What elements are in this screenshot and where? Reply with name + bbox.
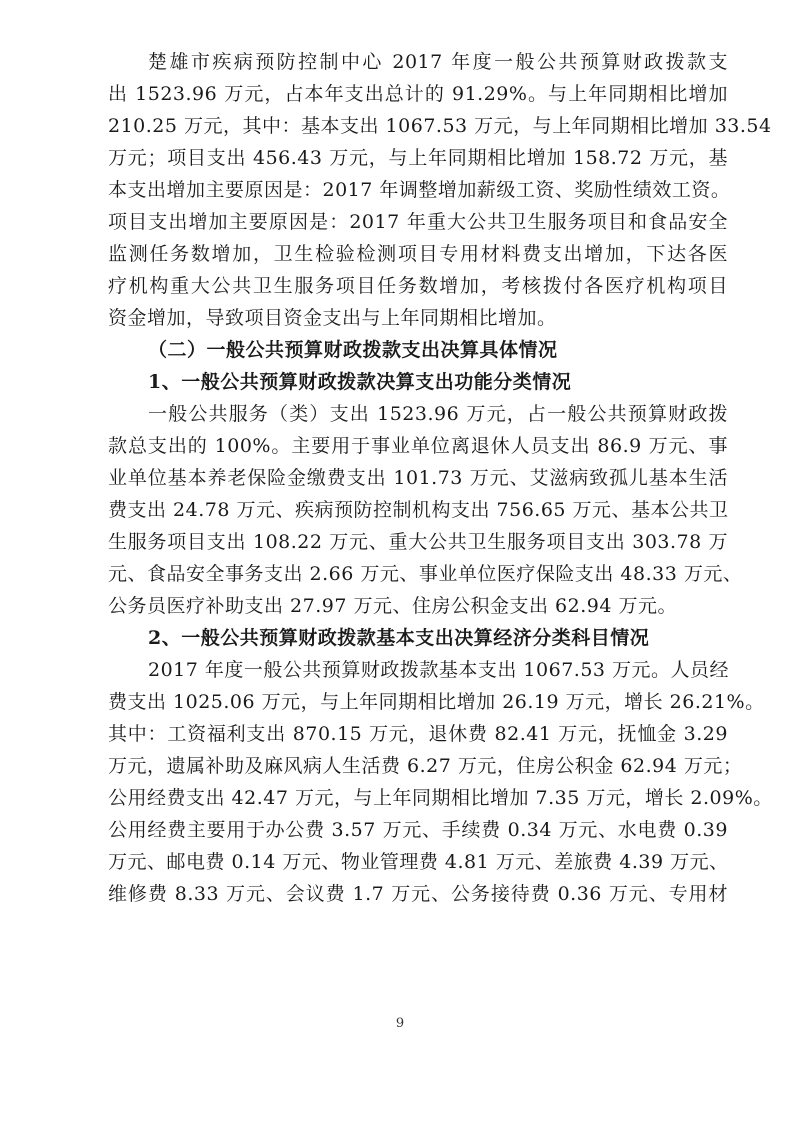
body-text-line: 资金增加，导致项目资金支出与上年同期相比增加。	[108, 307, 557, 329]
body-text-line: 元、食品安全事务支出 2.66 万元、事业单位医疗保险支出 48.33 万元、	[108, 563, 743, 585]
body-text-line: 其中：工资福利支出 870.15 万元，退休费 82.41 万元，抚恤金 3.29	[108, 723, 728, 745]
body-text-line: 2017 年度一般公共预算财政拨款基本支出 1067.53 万元。人员经	[148, 659, 730, 681]
subsection-heading: 1、一般公共预算财政拨款决算支出功能分类情况	[148, 371, 572, 393]
body-text-line: 万元、邮电费 0.14 万元、物业管理费 4.81 万元、差旅费 4.39 万元、	[108, 851, 729, 873]
section-heading: （二）一般公共预算财政拨款支出决算具体情况	[148, 339, 558, 361]
subsection-heading: 2、一般公共预算财政拨款基本支出决算经济分类科目情况	[148, 627, 650, 649]
body-text-line: 款总支出的 100%。主要用于事业单位离退休人员支出 86.9 万元、事	[108, 435, 728, 457]
page-number: 9	[395, 1016, 405, 1031]
body-text-line: 监测任务数增加，卫生检验检测项目专用材料费支出增加，下达各医	[108, 243, 728, 265]
body-text-line: 出 1523.96 万元，占本年支出总计的 91.29%。与上年同期相比增加	[108, 83, 728, 105]
document-body	[108, 46, 773, 910]
body-text-line: 维修费 8.33 万元、会议费 1.7 万元、公务接待费 0.36 万元、专用材	[108, 883, 728, 905]
body-text-line: 费支出 24.78 万元、疾病预防控制机构支出 756.65 万元、基本公共卫	[108, 499, 729, 521]
body-text-line: 项目支出增加主要原因是：2017 年重大公共卫生服务项目和食品安全	[108, 211, 728, 233]
body-text-line: 疗机构重大公共卫生服务项目任务数增加，考核拨付各医疗机构项目	[108, 275, 728, 297]
body-text-line: 万元；项目支出 456.43 万元，与上年同期相比增加 158.72 万元，基	[108, 147, 728, 169]
body-text-line: 费支出 1025.06 万元，与上年同期相比增加 26.19 万元，增长 26.21%。	[108, 691, 765, 713]
body-text-line: 楚雄市疾病预防控制中心 2017 年度一般公共预算财政拨款支	[148, 51, 728, 73]
body-text-line: 生服务项目支出 108.22 万元、重大公共卫生服务项目支出 303.78 万	[108, 531, 728, 553]
body-text-line: 公用经费主要用于办公费 3.57 万元、手续费 0.34 万元、水电费 0.39	[108, 819, 728, 841]
body-text-line: 210.25 万元，其中：基本支出 1067.53 万元，与上年同期相比增加 33.54	[108, 115, 772, 137]
body-text-line: 本支出增加主要原因是：2017 年调整增加薪级工资、奖励性绩效工资。	[108, 179, 731, 201]
body-text-line: 公务员医疗补助支出 27.97 万元、住房公积金支出 62.94 万元。	[108, 595, 677, 617]
body-text-line: 公用经费支出 42.47 万元，与上年同期相比增加 7.35 万元，增长 2.09%。	[108, 787, 773, 809]
body-text-line: 业单位基本养老保险金缴费支出 101.73 万元、艾滋病致孤儿基本生活	[108, 467, 728, 489]
body-text-line: 一般公共服务（类）支出 1523.96 万元，占一般公共预算财政拨	[148, 403, 728, 425]
body-text-line: 万元，遗属补助及麻风病人生活费 6.27 万元，住房公积金 62.94 万元；	[108, 755, 743, 777]
